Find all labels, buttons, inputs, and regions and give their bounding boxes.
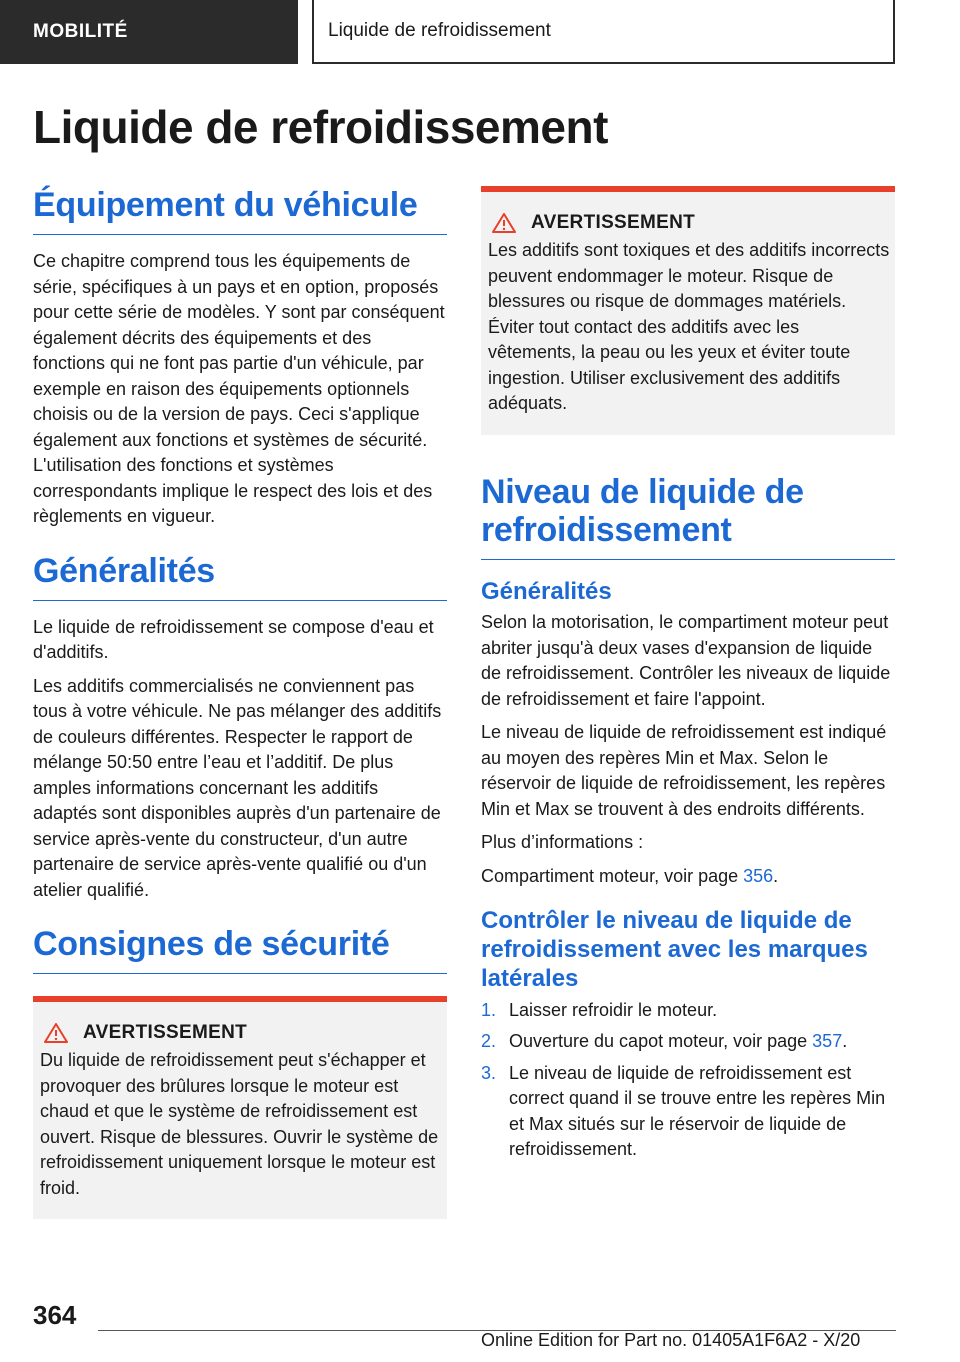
check-level-heading: Contrôler le niveau de liquide de refroidissement avec les marques latérales [481, 907, 868, 993]
engine-compartment-reference: Compartiment moteur, voir page 356. [481, 865, 779, 886]
step-number: 1. [481, 999, 497, 1020]
warning-text: Les additifs sont toxiques et des additifs incorrects peuvent endommager le moteur. Risque de blessures ou risque de dommages matériels. Éviter tout contact des additifs avec les vêtements, la peau ou les yeux et éviter toute ingestion. Utiliser exclusivement des additifs adéquats. [488, 240, 890, 413]
warning-text: Du liquide de refroidissement peut s'échapper et provoquer des brûlures lorsque le moteur est chaud et que le système de refroidissement est ouvert. Risque de blessures. Ouvrir le système de refroidissement uniquement lorsque le moteur est froid. [40, 1050, 439, 1198]
list-item [481, 998, 895, 1024]
general-heading: Généralités [33, 552, 447, 601]
coolant-general-heading: Généralités [481, 577, 612, 605]
general-paragraph-1: Le liquide de refroidissement se compose d'eau et d'additifs. [33, 616, 434, 663]
step-text: Ouverture du capot moteur, voir page 357. [509, 1031, 848, 1052]
header-title: Liquide de refroidissement [312, 0, 895, 64]
step-text: Le niveau de liquide de refroidissement est correct quand il se trouve entre les repères Min et Max situés sur le réservoir de liquide de refroidissement. [509, 1062, 886, 1160]
step-text: Laisser refroidir le moteur. [509, 999, 718, 1020]
page-title: Liquide de refroidissement [33, 101, 608, 153]
general-paragraph-2: Les additifs commercialisés ne conviennent pas tous à votre véhicule. Ne pas mélanger des additifs de couleurs différentes. Respecter le rapport de mélange 50:50 entre l’eau et l’additif. De plus amples informations concernant les additifs adaptés sont disponibles auprès d'un partenaire de service après-vente du constructeur, d'un autre partenaire de service après-vente qualifié ou d'un atelier qualifié. [33, 675, 442, 900]
coolant-level-heading: Niveau de liquide de refroidissement [481, 473, 895, 560]
safety-heading: Consignes de sécurité [33, 925, 447, 974]
warning-label: AVERTISSEMENT [531, 212, 696, 233]
page-link-356[interactable]: 356 [743, 865, 774, 886]
edition-text: Online Edition for Part no. 01405A1F6A2 - X/20 [481, 1330, 861, 1350]
page-number: 364 [33, 1300, 77, 1330]
step-number: 3. [481, 1062, 497, 1083]
warning-header [33, 1022, 447, 1044]
warning-header [481, 212, 895, 234]
coolant-paragraph-1: Selon la motorisation, le compartiment moteur peut abriter jusqu'à deux vases d'expansion de liquide de refroidissement. Contrôler les niveaux de liquide de refroidissement et faire l'appoint. [481, 612, 891, 709]
coolant-paragraph-2: Le niveau de liquide de refroidissement est indiqué au moyen des repères Min et Max. Selon le réservoir de liquide de refroidissement, les repères Min et Max se trouvent à des endroits différents. [481, 722, 887, 819]
page-link-357[interactable]: 357 [812, 1031, 843, 1052]
warning-triangle-icon [491, 212, 517, 234]
step-number: 2. [481, 1031, 497, 1052]
page-header [0, 0, 960, 66]
list-item [481, 1029, 895, 1055]
warning-triangle-icon [43, 1022, 69, 1044]
page-footer [0, 1290, 960, 1362]
right-column [481, 186, 895, 1169]
section-tab: MOBILITÉ [0, 0, 298, 64]
warning-label: AVERTISSEMENT [83, 1022, 248, 1044]
equipment-text: Ce chapitre comprend tous les équipements de série, spécifiques à un pays et en option, proposés pour cette série de modèles. Y sont par conséquent également décrits des équipements et des fonctions qui ne font pas partie d'un véhicule, par exemple en raison des équipements optionnels choisis ou de la version de pays. Ceci s'applique également aux fonctions et systèmes de sécurité. L'utilisation des fonctions et systèmes correspondants implique le respect des lois et des règlements en vigueur. [33, 251, 445, 527]
list-item [481, 1061, 895, 1163]
left-column [33, 186, 447, 1219]
equipment-heading: Équipement du véhicule [33, 186, 447, 235]
additives-warning-box [481, 186, 895, 435]
check-steps-list [481, 998, 895, 1163]
safety-warning-box [33, 996, 447, 1219]
more-info-label: Plus d’informations : [481, 832, 644, 853]
